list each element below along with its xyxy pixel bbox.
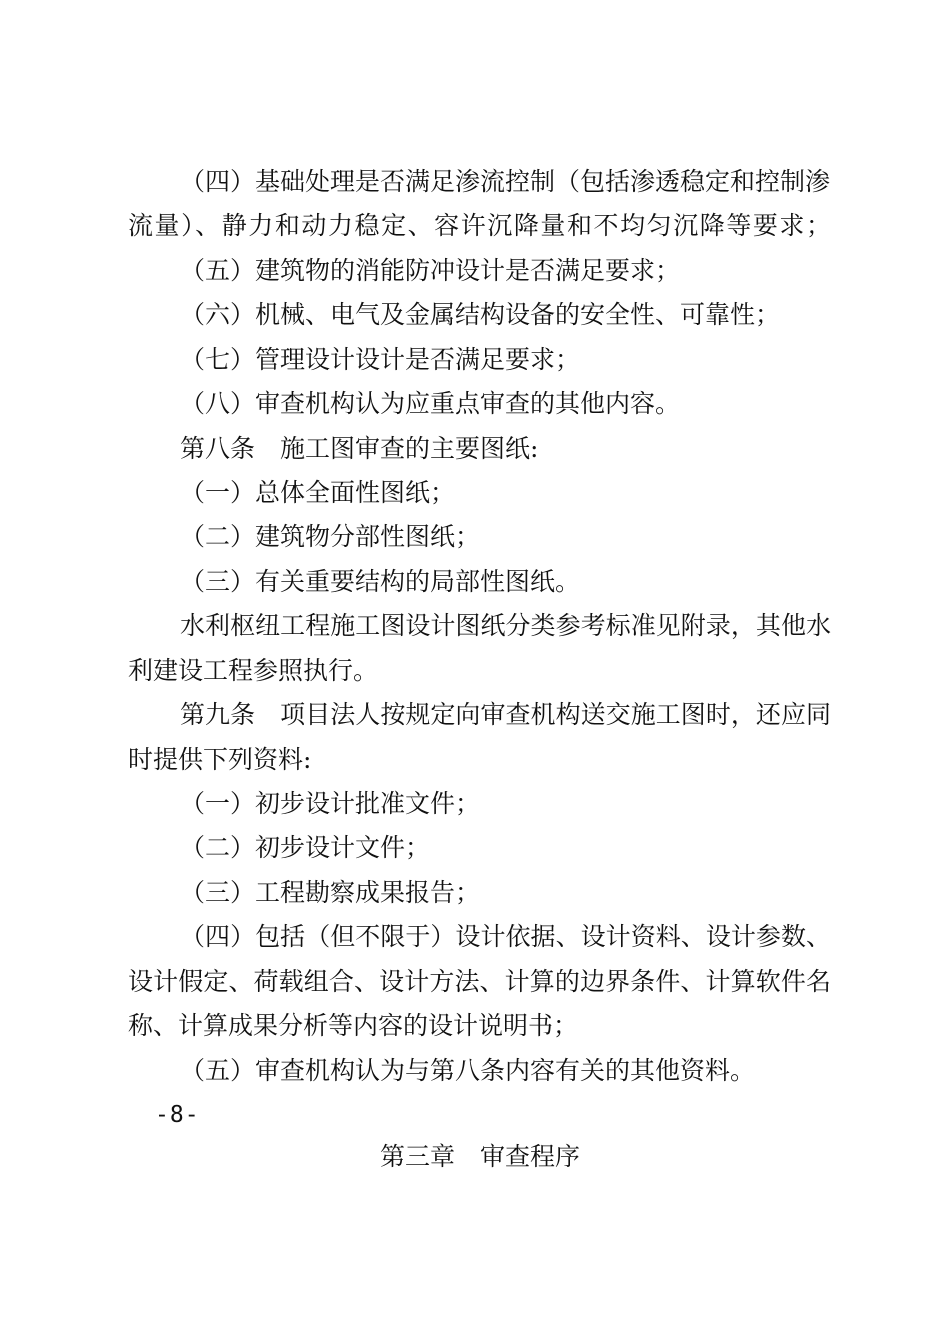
text-line: 时提供下列资料:: [128, 745, 312, 774]
text-line: （四）包括（但不限于）设计依据、设计资料、设计参数、: [180, 922, 831, 951]
page-number: -8-: [155, 1102, 200, 1128]
text-line: （八）审查机构认为应重点审查的其他内容。: [180, 389, 681, 418]
text-line: 水利枢纽工程施工图设计图纸分类参考标准见附录，其他水: [180, 611, 831, 640]
text-line: （三）有关重要结构的局部性图纸。: [180, 567, 581, 596]
text-line: （一）初步设计批准文件；: [180, 789, 481, 818]
text-line: 流量）、静力和动力稳定、容许沉降量和不均匀沉降等要求；: [128, 211, 831, 240]
text-line: 称、计算成果分析等内容的设计说明书；: [128, 1011, 579, 1040]
text-line: （三）工程勘察成果报告；: [180, 878, 481, 907]
text-line: （五）建筑物的消能防冲设计是否满足要求；: [180, 256, 681, 285]
article-heading: 第八条 施工图审查的主要图纸:: [180, 434, 539, 463]
text-line: （六）机械、电气及金属结构设备的安全性、可靠性；: [180, 300, 781, 329]
text-line: 利建设工程参照执行。: [128, 656, 379, 685]
text-line: 设计假定、荷载组合、设计方法、计算的边界条件、计算软件名: [128, 967, 831, 996]
text-line: （七）管理设计设计是否满足要求；: [180, 345, 581, 374]
text-line: （一）总体全面性图纸；: [180, 478, 456, 507]
chapter-heading: 第三章 审查程序: [380, 1142, 581, 1171]
text-line: （二）初步设计文件；: [180, 833, 431, 862]
text-line: （二）建筑物分部性图纸；: [180, 522, 481, 551]
article-heading: 第九条 项目法人按规定向审查机构送交施工图时，还应同: [180, 700, 831, 729]
text-line: （四）基础处理是否满足渗流控制（包括渗透稳定和控制渗: [180, 167, 831, 196]
text-line: （五）审查机构认为与第八条内容有关的其他资料。: [180, 1056, 756, 1085]
